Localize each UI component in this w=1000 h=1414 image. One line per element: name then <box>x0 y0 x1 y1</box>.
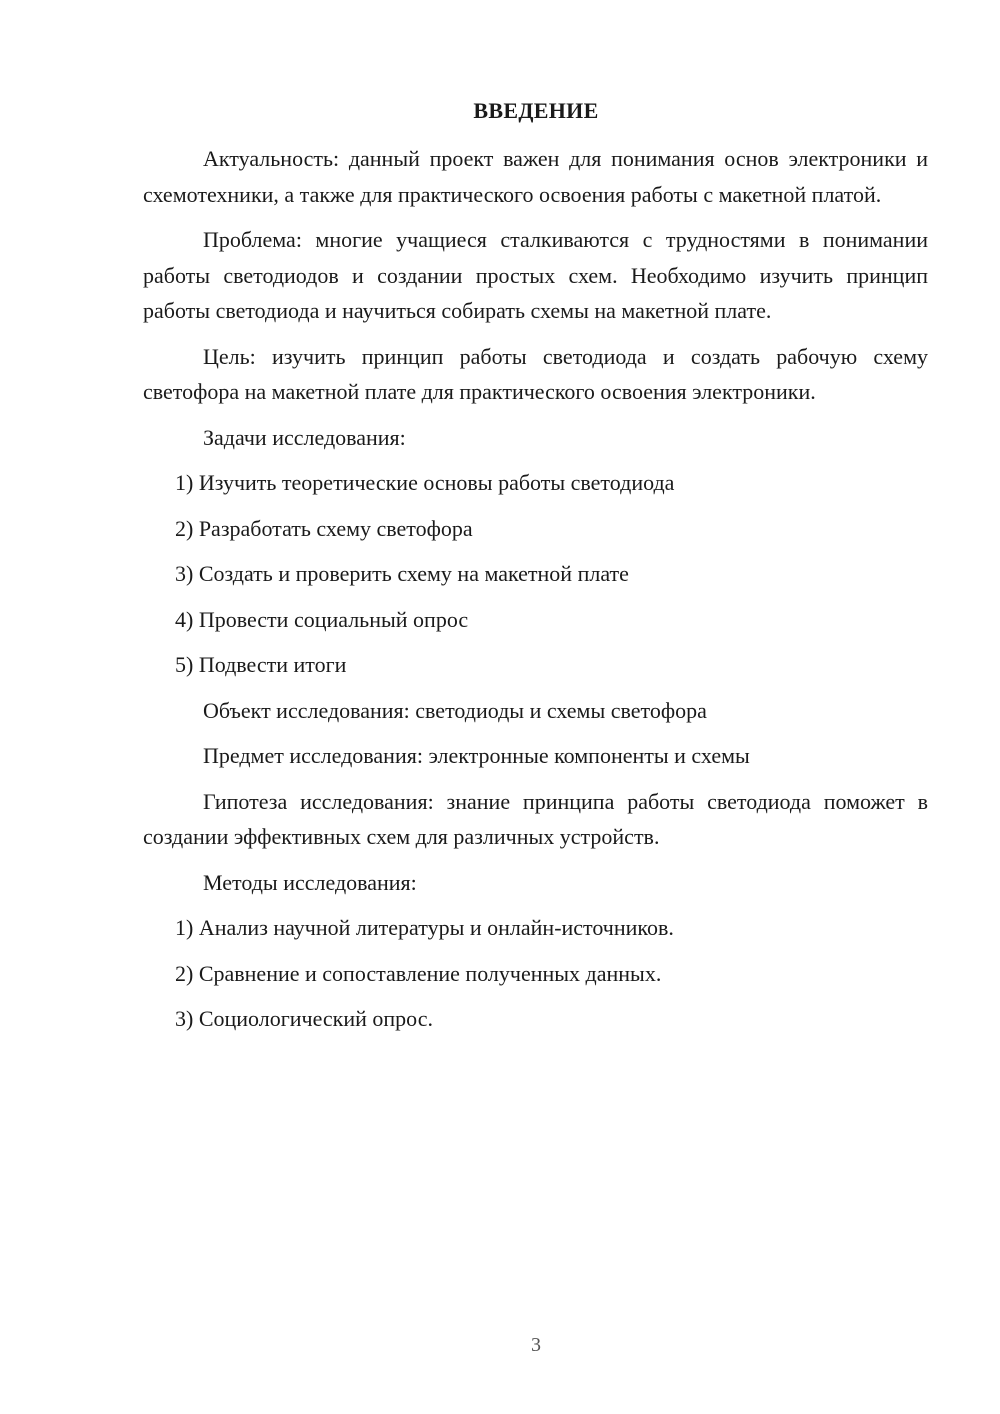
subject-paragraph: Предмет исследования: электронные компоненты и схемы <box>203 743 750 768</box>
method-item: 2) Сравнение и сопоставление полученных данных. <box>175 960 662 986</box>
problem-paragraph: Проблема: многие учащиеся сталкиваются с трудностями в понимании работы светодиодов и создании простых схем. Необходимо изучить принцип работы светодиода и научиться собирать схемы на макетной плате. <box>143 227 928 323</box>
hypothesis-paragraph: Гипотеза исследования: знание принципа работы светодиода поможет в создании эффективных схем для различных устройств. <box>143 788 928 849</box>
task-item: 1) Изучить теоретические основы работы светодиода <box>175 470 675 495</box>
method-item: 1) Анализ научной литературы и онлайн-источников. <box>175 915 674 940</box>
method-item: 3) Социологический опрос. <box>175 1006 433 1031</box>
goal-paragraph: Цель: изучить принцип работы светодиода и создать рабочую схему светофора на макетной плате для практического освоения электроники. <box>143 343 928 404</box>
document-body <box>143 141 928 1047</box>
page-number: 3 <box>531 1334 541 1356</box>
task-item: 3) Создать и проверить схему на макетной плате <box>175 561 629 586</box>
task-item: 2) Разработать схему светофора <box>175 515 473 541</box>
task-item: 5) Подвести итоги <box>175 652 347 677</box>
task-item: 4) Провести социальный опрос <box>175 606 469 632</box>
methods-title: Методы исследования: <box>203 869 417 895</box>
section-heading: ВВЕДЕНИЕ <box>473 98 599 123</box>
object-paragraph: Объект исследования: светодиоды и схемы светофора <box>203 697 707 723</box>
relevance-paragraph: Актуальность: данный проект важен для понимания основ электроники и схемотехники, а также для практического освоения работы с макетной платой. <box>143 146 928 207</box>
tasks-title: Задачи исследования: <box>203 424 406 450</box>
